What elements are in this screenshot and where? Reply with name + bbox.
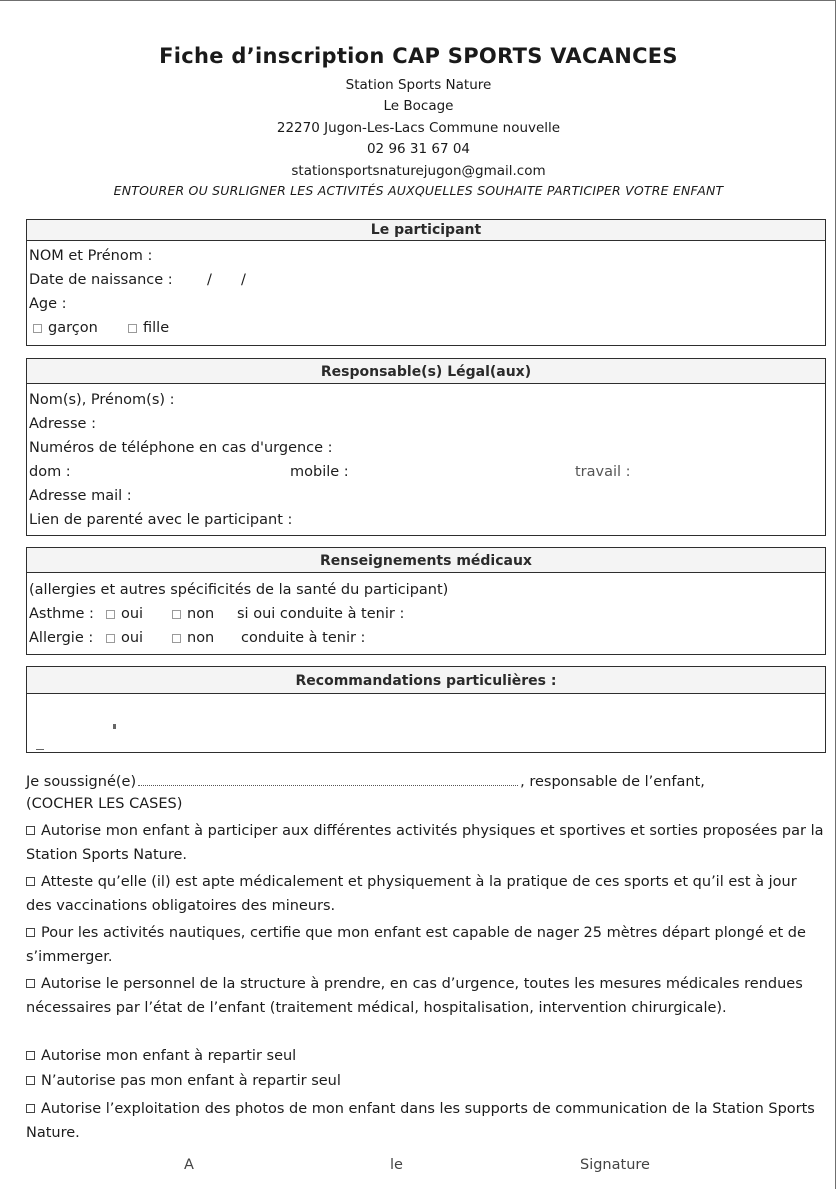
form-title: Fiche d’inscription CAP SPORTS VACANCES xyxy=(159,44,678,68)
allergy-no-label: non xyxy=(187,630,215,646)
gender-boy-label: garçon xyxy=(48,320,98,336)
guardian-email-label: Adresse mail : xyxy=(29,488,132,504)
checkbox-icon[interactable] xyxy=(26,928,35,937)
asthma-yes-label: oui xyxy=(121,606,144,622)
consent-leave-alone-text: Autorise mon enfant à repartir seul xyxy=(41,1048,297,1064)
birthdate-slash: / xyxy=(241,272,246,288)
consent-medical-fitness-text: Atteste qu’elle (il) est apte médicalement et physiquement à la pratique de ces sports et qu’il est à jour des vaccinations obligatoires des mineurs. xyxy=(26,874,797,914)
consent-item xyxy=(26,1070,826,1094)
org-phone: 02 96 31 67 04 xyxy=(366,141,471,157)
guardian-names-label: Nom(s), Prénom(s) : xyxy=(29,392,175,408)
consent-item xyxy=(26,820,826,867)
allergy-conduct-label: conduite à tenir : xyxy=(241,630,366,646)
undersigned-name-field[interactable] xyxy=(138,773,518,786)
consent-swimming-text: Pour les activités nautiques, certifie que mon enfant est capable de nager 25 mètres départ plongé et de s’immerger. xyxy=(26,925,806,965)
consent-item xyxy=(26,1098,826,1145)
place-label: A xyxy=(184,1157,194,1173)
undersigned-prefix: Je soussigné(e) xyxy=(26,774,137,790)
guardian-heading: Responsable(s) Légal(aux) xyxy=(27,359,825,384)
gender-boy-option[interactable] xyxy=(33,320,98,336)
recommendations-section xyxy=(26,666,826,753)
undersigned-suffix: , responsable de l’enfant, xyxy=(520,774,705,790)
org-address: 22270 Jugon-Les-Lacs Commune nouvelle xyxy=(276,120,561,136)
checkbox-icon[interactable] xyxy=(26,826,35,835)
consent-emergency-text: Autorise le personnel de la structure à prendre, en cas d’urgence, toutes les mesures médicales rendues nécessaires par l’état de l’enfant (traitement médical, hospitalisation, intervention chirurgicale). xyxy=(26,976,803,1016)
checkbox-icon[interactable] xyxy=(106,610,115,619)
medical-intro: (allergies et autres spécificités de la santé du participant) xyxy=(29,582,449,598)
emergency-phones-label: Numéros de téléphone en cas d'urgence : xyxy=(29,440,333,456)
birthdate-label: Date de naissance : xyxy=(29,272,173,288)
allergy-label: Allergie : xyxy=(29,630,94,646)
asthma-conduct-label: si oui conduite à tenir : xyxy=(237,606,405,622)
asthma-yes-option[interactable] xyxy=(106,606,143,622)
checkbox-icon[interactable] xyxy=(128,324,137,333)
consent-item xyxy=(26,1045,826,1069)
allergy-yes-label: oui xyxy=(121,630,144,646)
activity-instruction: ENTOURER OU SURLIGNER LES ACTIVITÉS AUXQUELLES SOUHAITE PARTICIPER VOTRE ENFANT xyxy=(113,183,724,198)
gender-girl-option[interactable] xyxy=(128,320,169,336)
checkbox-icon[interactable] xyxy=(172,634,181,643)
consent-activities-text: Autorise mon enfant à participer aux différentes activités physiques et sportives et sorties proposées par la Station Sports Nature. xyxy=(26,823,824,863)
checkbox-icon[interactable] xyxy=(33,324,42,333)
asthma-no-label: non xyxy=(187,606,215,622)
gender-girl-label: fille xyxy=(143,320,170,336)
date-label: le xyxy=(390,1157,403,1173)
checkbox-icon[interactable] xyxy=(106,634,115,643)
org-name: Station Sports Nature xyxy=(345,77,492,93)
checkbox-icon[interactable] xyxy=(26,1104,35,1113)
checkbox-icon[interactable] xyxy=(26,1051,35,1060)
checkbox-icon[interactable] xyxy=(172,610,181,619)
recommendations-heading: Recommandations particulières : xyxy=(27,667,825,694)
consent-item xyxy=(26,973,826,1020)
checkbox-icon[interactable] xyxy=(26,1076,35,1085)
consent-no-leave-alone-text: N’autorise pas mon enfant à repartir seul xyxy=(41,1073,341,1089)
checkbox-icon[interactable] xyxy=(26,979,35,988)
participant-name-label: NOM et Prénom : xyxy=(29,248,153,264)
guardian-address-label: Adresse : xyxy=(29,416,96,432)
org-email: stationsportsnaturejugon@gmail.com xyxy=(291,163,546,179)
org-place: Le Bocage xyxy=(383,98,454,114)
asthma-no-option[interactable] xyxy=(172,606,214,622)
check-instruction: (COCHER LES CASES) xyxy=(26,796,183,812)
checkbox-icon[interactable] xyxy=(26,877,35,886)
birthdate-slash: / xyxy=(207,272,212,288)
signature-label: Signature xyxy=(580,1157,650,1173)
participant-heading: Le participant xyxy=(27,220,825,241)
allergy-yes-option[interactable] xyxy=(106,630,143,646)
consent-photos-text: Autorise l’exploitation des photos de mon enfant dans les supports de communication de la Station Sports Nature. xyxy=(26,1101,815,1141)
undersigned-line xyxy=(26,773,705,790)
scan-speck xyxy=(113,724,116,729)
scan-speck xyxy=(36,749,44,750)
relation-label: Lien de parenté avec le participant : xyxy=(29,512,293,528)
asthma-label: Asthme : xyxy=(29,606,94,622)
mobile-phone-label: mobile : xyxy=(290,464,349,480)
allergy-no-option[interactable] xyxy=(172,630,214,646)
medical-section xyxy=(26,547,826,655)
home-phone-label: dom : xyxy=(29,464,71,480)
age-label: Age : xyxy=(29,296,67,312)
work-phone-label: travail : xyxy=(575,464,631,480)
consent-item xyxy=(26,871,826,918)
consent-item xyxy=(26,922,826,969)
medical-heading: Renseignements médicaux xyxy=(27,548,825,573)
